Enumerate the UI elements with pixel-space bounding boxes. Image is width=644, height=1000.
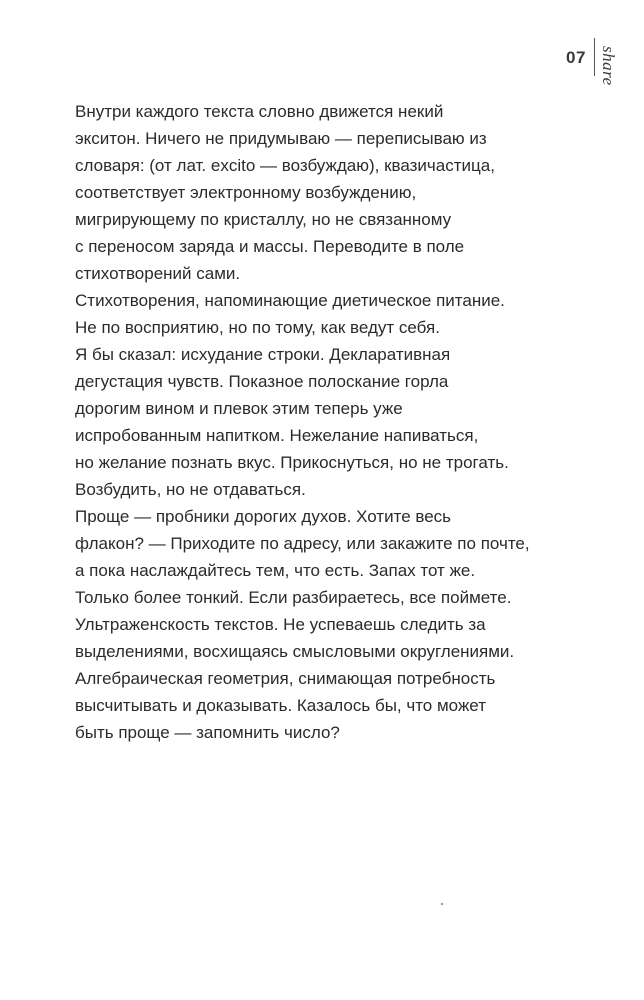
text-line: Проще — пробники дорогих духов. Хотите весь bbox=[75, 507, 452, 526]
text-line: Внутри каждого текста словно движется некий bbox=[75, 102, 444, 121]
text-line: а пока наслаждайтесь тем, что есть. Запах тот же. bbox=[75, 561, 476, 580]
text-line: Стихотворения, напоминающие диетическое питание. bbox=[75, 291, 505, 310]
text-line: испробованным напитком. Нежелание напиваться, bbox=[75, 426, 479, 445]
text-line: Я бы сказал: исхудание строки. Декларативная bbox=[75, 345, 451, 364]
text-line: Возбудить, но не отдаваться. bbox=[75, 480, 306, 499]
page-number: 07 bbox=[566, 48, 586, 67]
text-line: быть проще — запомнить число? bbox=[75, 723, 340, 742]
text-line: мигрирующему по кристаллу, но не связанному bbox=[75, 210, 452, 229]
text-line: с переносом заряда и массы. Переводите в поле bbox=[75, 237, 465, 256]
text-line: выделениями, восхищаясь смысловыми округлениями. bbox=[75, 642, 515, 661]
text-line: дегустация чувств. Показное полоскание горла bbox=[75, 372, 449, 391]
text-line: Алгебраическая геометрия, снимающая потребность bbox=[75, 669, 496, 688]
text-line: Только более тонкий. Если разбираетесь, все поймете. bbox=[75, 588, 512, 607]
body-text bbox=[75, 98, 595, 746]
running-head: share bbox=[599, 46, 618, 86]
text-line: экситон. Ничего не придумываю — переписываю из bbox=[75, 129, 487, 148]
text-line: Не по восприятию, но по тому, как ведут себя. bbox=[75, 318, 440, 337]
print-speck bbox=[441, 903, 443, 905]
text-line: но желание познать вкус. Прикоснуться, но не трогать. bbox=[75, 453, 509, 472]
text-line: соответствует электронному возбуждению, bbox=[75, 183, 417, 202]
text-line: Ультраженскость текстов. Не успеваешь следить за bbox=[75, 615, 486, 634]
text-line: стихотворений сами. bbox=[75, 264, 241, 283]
text-line: словаря: (от лат. excito — возбуждаю), квазичастица, bbox=[75, 156, 495, 175]
text-line: флакон? — Приходите по адресу, или закажите по почте, bbox=[75, 534, 530, 553]
header-divider bbox=[594, 38, 595, 76]
text-line: дорогим вином и плевок этим теперь уже bbox=[75, 399, 403, 418]
text-line: высчитывать и доказывать. Казалось бы, что может bbox=[75, 696, 486, 715]
